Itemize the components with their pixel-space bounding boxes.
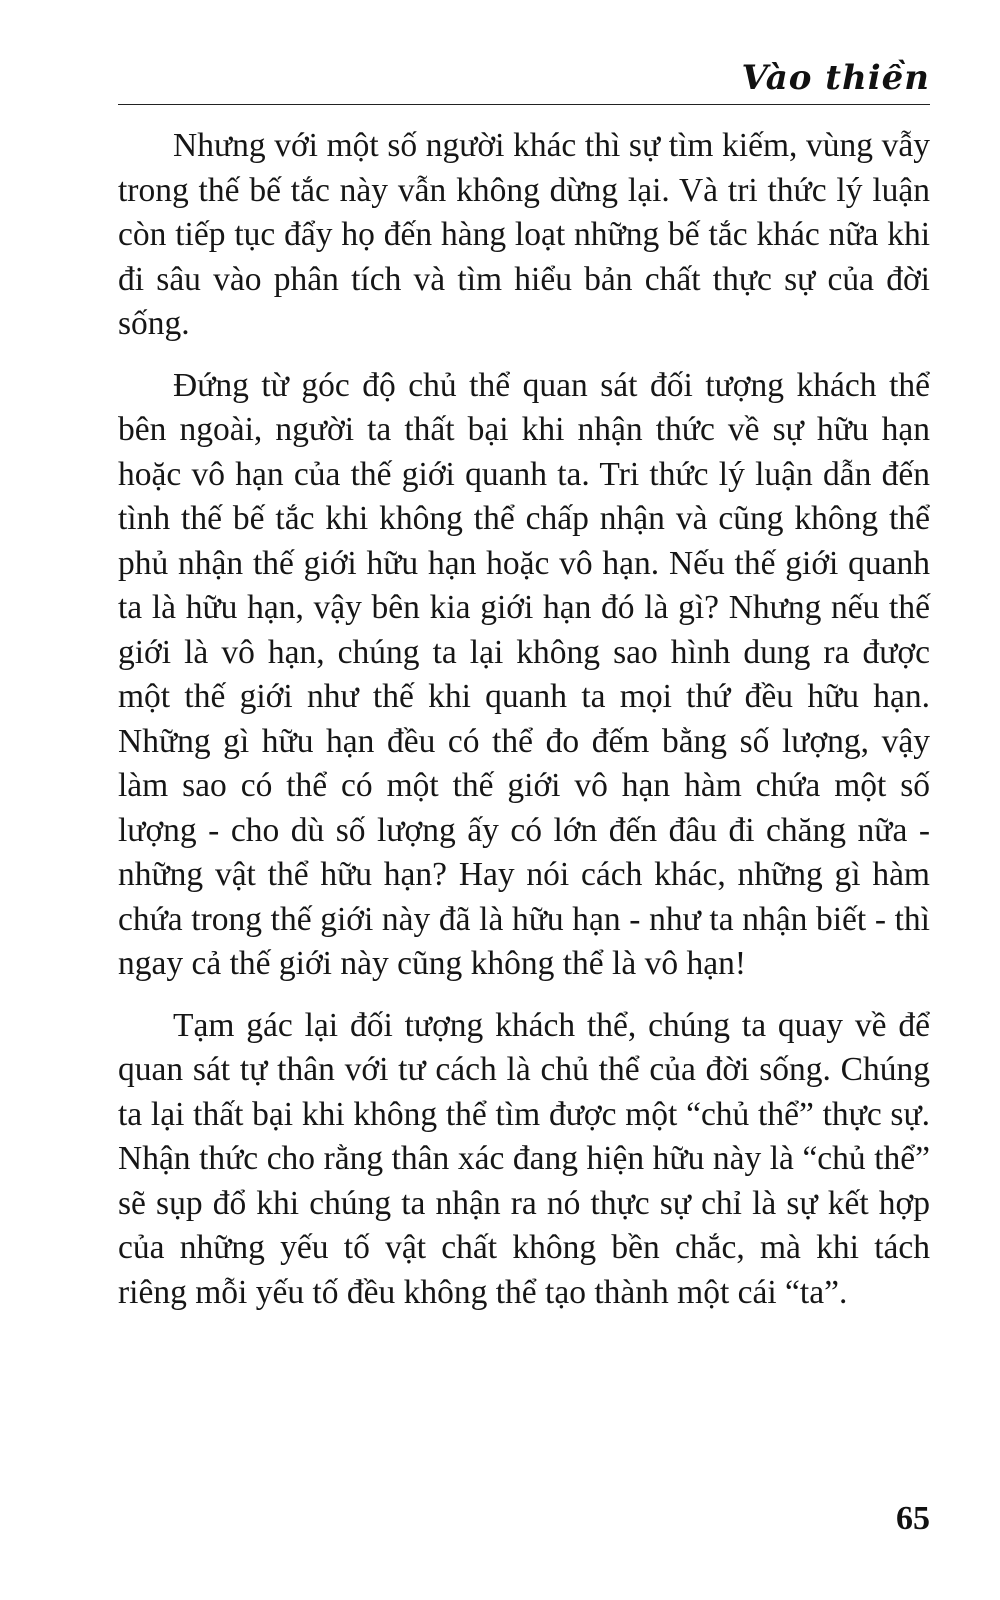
running-title: Vào thiền: [741, 58, 930, 98]
page-number: 65: [896, 1500, 930, 1537]
page-body: [118, 124, 930, 1332]
paragraph-1: Nhưng với một số người khác thì sự tìm kiếm, vùng vẫy trong thế bế tắc này vẫn không dừng lại. Và tri thức lý luận còn tiếp tục đẩy họ đến hàng loạt những bế tắc khác nữa khi đi sâu vào phân tích và tìm hiểu bản chất thực sự của đời sống.: [118, 127, 930, 342]
running-header: [118, 52, 930, 105]
paragraph-3: Tạm gác lại đối tượng khách thể, chúng ta quay về để quan sát tự thân với tư cách là chủ thể của đời sống. Chúng ta lại thất bại khi không thể tìm được một “chủ thể” thực sự. Nhận thức cho rằng thân xác đang hiện hữu này là “chủ thể” sẽ sụp đổ khi chúng ta nhận ra nó thực sự chỉ là sự kết hợp của những yếu tố vật chất không bền chắc, mà khi tách riêng mỗi yếu tố đều không thể tạo thành một cái “ta”.: [118, 1006, 930, 1311]
paragraph-2: Đứng từ góc độ chủ thể quan sát đối tượng khách thể bên ngoài, người ta thất bại khi nhận thức về sự hữu hạn hoặc vô hạn của thế giới quanh ta. Tri thức lý luận dẫn đến tình thế bế tắc khi không thể chấp nhận và cũng không thể phủ nhận thế giới hữu hạn hoặc vô hạn. Nếu thế giới quanh ta là hữu hạn, vậy bên kia giới hạn đó là gì? Nhưng nếu thế giới là vô hạn, chúng ta lại không sao hình dung ra được một thế giới như thế khi quanh ta mọi thứ đều hữu hạn. Những gì hữu hạn đều có thể đo đếm bằng số lượng, vậy làm sao có thể có một thế giới vô hạn hàm chứa một số lượng - cho dù số lượng ấy có lớn đến đâu đi chăng nữa - những vật thể hữu hạn? Hay nói cách khác, những gì hàm chứa trong thế giới này đã là hữu hạn - như ta nhận biết - thì ngay cả thế giới này cũng không thể là vô hạn!: [118, 366, 930, 982]
